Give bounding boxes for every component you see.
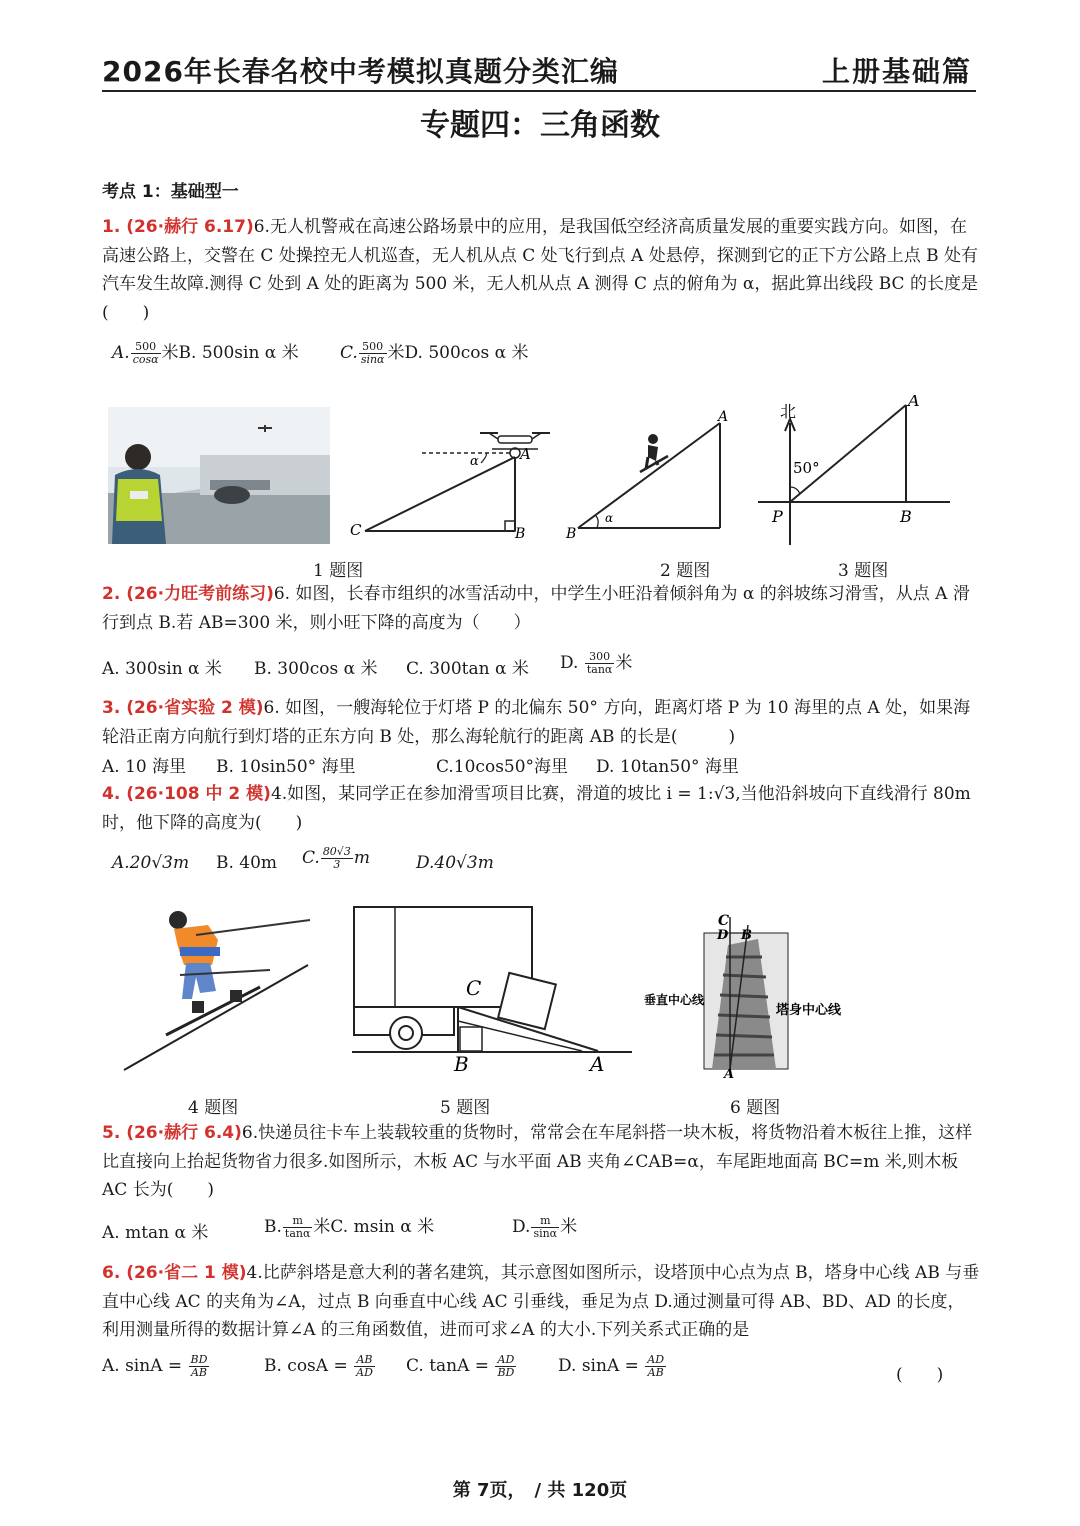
fig3-label-b: B — [900, 507, 912, 526]
option-d-label: D. — [560, 653, 579, 673]
option-c-unit: m — [353, 848, 370, 868]
drone-icon — [480, 433, 550, 458]
question-text: 4.如图，某同学正在参加滑雪项目比赛，滑道的坡比 i = 1:√3,当他沿斜坡向下直线滑行 80m 时，他下降的高度为( ) — [102, 784, 971, 833]
question-source: 1. (26·赫行 6.17) — [102, 217, 254, 237]
figure-4-skier — [124, 911, 310, 1070]
question-source: 2. (26·力旺考前练习) — [102, 584, 274, 604]
fig6-label-d: D — [717, 928, 729, 943]
option-b: B. 500sin α 米 — [178, 343, 299, 363]
section-heading: 考点 1：基础型一 — [102, 182, 239, 202]
q1-options — [112, 338, 299, 366]
q6-option-c: C. tanA = $\frac{AD}{BD}$ — [406, 1353, 515, 1379]
q2-option-d — [560, 648, 632, 676]
figure-6-pisa-tower — [644, 913, 842, 1082]
option-a-fraction: $\frac{500}{\cos\alpha}$ — [132, 340, 159, 366]
q6-answer-paren: ( ) — [896, 1365, 944, 1385]
figure-2-slope — [565, 409, 728, 542]
q4-option-b: B. 40m — [216, 853, 278, 873]
option-a-unit: 米 — [161, 343, 179, 363]
fig3-label-angle: 50° — [793, 459, 820, 477]
fig3-label-a: A — [908, 395, 920, 410]
fig1-label-alpha: α — [470, 454, 479, 469]
question-source: 6. (26·省二 1 模) — [102, 1263, 247, 1283]
figures-row-1 — [100, 395, 980, 580]
q4-option-d: D.40√3m — [416, 853, 494, 873]
option-c-label: C. — [302, 848, 320, 868]
option-d-fraction: $\frac{m}{\sin\alpha}$ — [533, 1214, 558, 1240]
option-b-label: B. — [264, 1217, 282, 1237]
question-text: 4.比萨斜塔是意大利的著名建筑，其示意图如图所示，设塔顶中心点为点 B，塔身中心线 AB 与垂直中心线 AC 的夹角为∠A，过点 B 向垂直中心线 AC 引垂线，垂足为点 D.通过测量可得 AB、BD、AD 的长度，利用测量所得的数据计算∠A 的三角函数值，进而可求∠A 的大小.下列关系式正确的是 — [102, 1263, 980, 1340]
header-title: 2026年长春名校中考模拟真题分类汇编 — [102, 55, 619, 88]
page-number: 第 7页， / 共 120页 — [452, 1480, 628, 1501]
photo-traffic-police — [108, 407, 330, 544]
fig6-label-vertical-line: 垂直中心线 — [644, 993, 705, 1007]
option-c-fraction: $\frac{80√3}{3}$ — [322, 845, 351, 871]
skier-photo-icon — [166, 911, 310, 1035]
question-text: 6.无人机警戒在高速公路场景中的应用，是我国低空经济高质量发展的重要实践方向。如图，在高速公路上，交警在 C 处操控无人机巡查，无人机从点 C 处飞行到点 A 处悬停，探测到它的正下方公路上点 B 处有汽车发生故障.测得 C 处到 A 处的距离为 500 米，无人机从点 A 测得 C 点的俯角为 α，据此算出线段 BC 的长度是( ) — [102, 217, 979, 323]
question-4 — [102, 780, 980, 837]
q5-option-d — [512, 1212, 577, 1240]
figure-3-lighthouse — [758, 395, 950, 545]
q3-option-d: D. 10tan50° 海里 — [596, 757, 739, 777]
question-text: 6. 如图，一艘海轮位于灯塔 P 的北偏东 50° 方向，距离灯塔 P 为 10 海里的点 A 处，如果海轮沿正南方向航行到灯塔的正东方向 B 处，那么海轮航行的距离 AB 的长是( ) — [102, 698, 971, 747]
option-a-label: A. — [112, 343, 130, 363]
q6-option-b: B. cosA = $\frac{AB}{AD}$ — [264, 1353, 373, 1379]
fig6-label-c: C — [718, 913, 730, 929]
q2-option-a: A. 300sin α 米 — [102, 659, 222, 679]
question-1 — [102, 213, 980, 327]
figures-row-2 — [100, 895, 980, 1095]
figure-4-caption: 4 题图 — [188, 1098, 239, 1118]
q6-option-d: D. sinA = $\frac{AD}{AB}$ — [558, 1353, 665, 1379]
q2-option-b: B. 300cos α 米 — [254, 659, 378, 679]
option-b-fraction: $\frac{m}{\tan\alpha}$ — [284, 1214, 311, 1240]
question-text: 6. 如图，长春市组织的冰雪活动中，中学生小旺沿着倾斜角为 α 的斜坡练习滑雪，从点 A 滑行到点 B.若 AB=300 米，则小旺下降的高度为（ ） — [102, 584, 970, 633]
option-c-label: C. — [340, 343, 358, 363]
fig5-label-a: A — [590, 1052, 605, 1076]
figure-3-caption: 3 题图 — [838, 561, 889, 581]
question-6 — [102, 1259, 980, 1345]
q5-option-a: A. mtan α 米 — [102, 1223, 209, 1243]
header-divider — [102, 90, 976, 92]
option-d-fraction: $\frac{300}{\tan\alpha}$ — [586, 650, 613, 676]
option-c: C. msin α 米 — [330, 1217, 435, 1237]
fig2-label-a: A — [718, 409, 729, 425]
q3-option-c: C.10cos50°海里 — [436, 757, 569, 777]
q1-options-cd — [340, 338, 529, 366]
option-d-unit: 米 — [615, 653, 633, 673]
skier-icon — [640, 434, 668, 472]
option-d-label: D. — [512, 1217, 531, 1237]
question-3 — [102, 694, 980, 751]
figure-1-caption: 1 题图 — [313, 561, 364, 581]
page-title: 专题四：三角函数 — [420, 108, 660, 143]
question-source: 5. (26·赫行 6.4) — [102, 1123, 242, 1143]
option-d: D. 500cos α 米 — [404, 343, 529, 363]
fig6-label-b: B — [741, 928, 752, 943]
q2-option-c: C. 300tan α 米 — [406, 659, 529, 679]
figure-5-truck — [352, 907, 632, 1076]
question-source: 3. (26·省实验 2 模) — [102, 698, 264, 718]
question-source: 4. (26·108 中 2 模) — [102, 784, 271, 804]
q5-option-bc — [264, 1212, 434, 1240]
question-text: 6.快递员往卡车上装载较重的货物时，常常会在车尾斜搭一块木板，将货物沿着木板往上推，这样比直接向上抬起货物省力很多.如图所示，木板 AC 与水平面 AB 夹角∠CAB=α，车尾距地面高 BC=m 米,则木板 AC 长为( ) — [102, 1123, 973, 1200]
fig1-label-c: C — [350, 521, 362, 539]
option-b-unit: 米 — [313, 1217, 331, 1237]
q6-option-a: A. sinA = $\frac{BD}{AB}$ — [102, 1353, 208, 1379]
fig3-label-north: 北 — [780, 402, 797, 421]
option-c-fraction: $\frac{500}{\sin\alpha}$ — [360, 340, 385, 366]
fig5-label-c: C — [466, 976, 482, 1000]
figure-2-caption: 2 题图 — [660, 561, 711, 581]
figure-1-triangle — [350, 433, 550, 542]
figure-6-caption: 6 题图 — [730, 1098, 781, 1118]
fig6-label-tower-line: 塔身中心线 — [776, 1003, 842, 1018]
fig2-label-alpha: α — [605, 511, 614, 525]
option-c-unit: 米 — [387, 343, 405, 363]
fig1-label-b: B — [515, 526, 526, 542]
fig2-label-b: B — [566, 526, 577, 542]
figure-5-caption: 5 题图 — [440, 1098, 491, 1118]
fig6-label-a: A — [724, 1067, 735, 1082]
q3-option-a: A. 10 海里 — [102, 757, 187, 777]
question-5 — [102, 1119, 980, 1205]
q4-option-a: A.20√3m — [112, 853, 190, 873]
fig5-label-b: B — [454, 1052, 469, 1076]
option-d-unit: 米 — [560, 1217, 578, 1237]
fig3-label-p: P — [772, 507, 783, 526]
header-volume: 上册基础篇 — [821, 55, 972, 88]
q4-option-c — [302, 846, 370, 871]
question-2 — [102, 580, 980, 637]
q3-option-b: B. 10sin50° 海里 — [216, 757, 356, 777]
fig1-label-a: A — [520, 445, 531, 463]
